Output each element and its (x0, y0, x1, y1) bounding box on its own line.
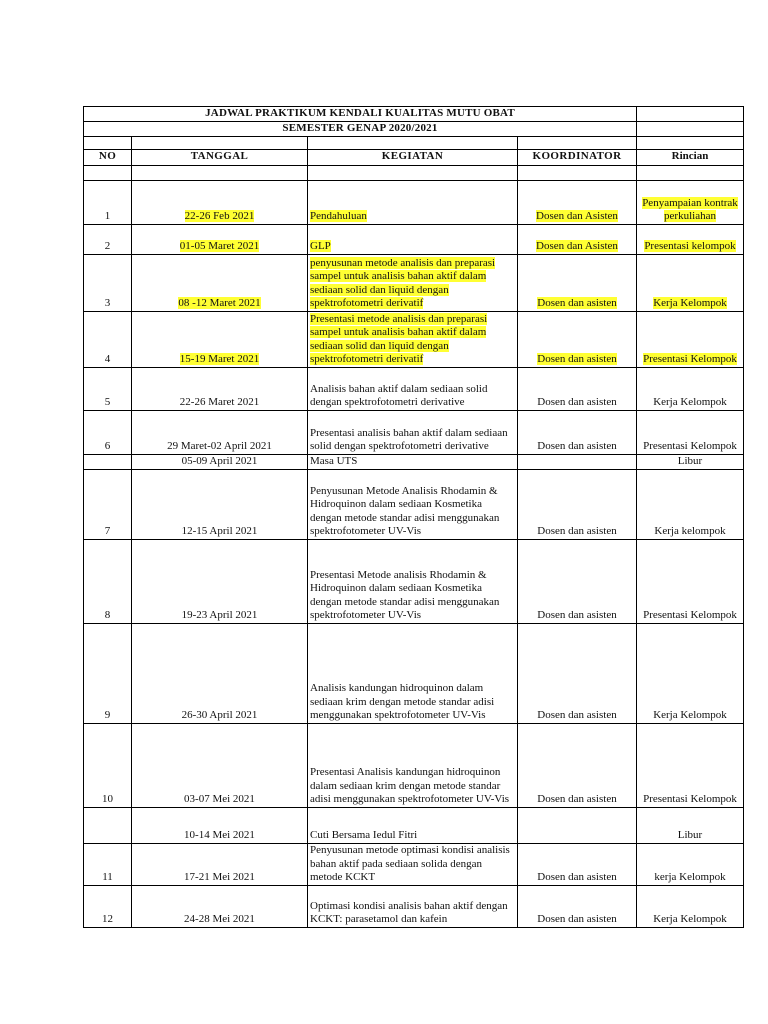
cell-koordinator (518, 311, 637, 367)
table-row (84, 807, 744, 843)
cell-tanggal-highlight: 22-26 Feb 2021 (184, 210, 255, 222)
cell-koordinator: Dosen dan asisten (518, 410, 637, 454)
cell-tanggal-highlight: 08 -12 Maret 2021 (178, 297, 261, 309)
cell-no: 6 (84, 410, 132, 454)
cell-tanggal (132, 254, 308, 311)
cell-tanggal (132, 224, 308, 254)
cell-koordinator: Dosen dan asisten (518, 469, 637, 539)
cell-tanggal: 12-15 April 2021 (132, 469, 308, 539)
cell-no: 2 (84, 224, 132, 254)
cell-rincian (637, 254, 744, 311)
cell-tanggal: 10-14 Mei 2021 (132, 807, 308, 843)
cell-kegiatan-highlight: GLP (310, 240, 331, 252)
cell-kegiatan: Analisis kandungan hidroquinon dalam sediaan krim dengan metode standar adisi menggunakan spektrofotometer UV-Vis (308, 623, 518, 723)
cell-rincian-highlight: Kerja Kelompok (653, 297, 727, 309)
cell-kegiatan-highlight: penyusunan metode analisis dan preparasi sampel untuk analisis bahan aktif dalam sediaan solid dan liquid dengan spektrofotometri derivatif (310, 256, 496, 309)
cell-no: 4 (84, 311, 132, 367)
header-kegiatan: KEGIATAN (308, 149, 518, 165)
cell-no: 11 (84, 843, 132, 885)
cell-no: 9 (84, 623, 132, 723)
cell-kegiatan: Penyusunan Metode Analisis Rhodamin & Hidroquinon dalam sediaan Kosmetika dengan metode standar adisi menggunakan spektrofotometer UV-Vis (308, 469, 518, 539)
empty-cell (84, 136, 132, 149)
cell-koordinator-highlight: Dosen dan asisten (537, 353, 617, 365)
table-row (84, 843, 744, 885)
cell-rincian (637, 311, 744, 367)
table-title: JADWAL PRAKTIKUM KENDALI KUALITAS MUTU OBAT (84, 107, 637, 122)
empty-cell (308, 165, 518, 180)
cell-kegiatan-highlight: Pendahuluan (310, 210, 367, 222)
cell-no: 5 (84, 367, 132, 410)
cell-no (84, 807, 132, 843)
cell-rincian: Kerja kelompok (637, 469, 744, 539)
empty-cell (308, 136, 518, 149)
cell-koordinator-highlight: Dosen dan Asisten (536, 240, 618, 252)
empty-cell (518, 165, 637, 180)
cell-tanggal: 26-30 April 2021 (132, 623, 308, 723)
cell-kegiatan: Penyusunan metode optimasi kondisi analisis bahan aktif pada sediaan solida dengan metode KCKT (308, 843, 518, 885)
table-row (84, 410, 744, 454)
table-row (84, 723, 744, 807)
header-no: NO (84, 149, 132, 165)
cell-no: 3 (84, 254, 132, 311)
table-subtitle: SEMESTER GENAP 2020/2021 (84, 122, 637, 137)
cell-kegiatan-highlight: Presentasi metode analisis dan preparasi sampel untuk analisis bahan aktif dalam sediaan solid dan liquid dengan spektrofotometri derivatif (310, 312, 488, 365)
cell-rincian: Libur (637, 807, 744, 843)
cell-kegiatan: Masa UTS (308, 454, 518, 469)
cell-kegiatan: Analisis bahan aktif dalam sediaan solid dengan spektrofotometri derivative (308, 367, 518, 410)
cell-kegiatan: Presentasi Metode analisis Rhodamin & Hidroquinon dalam sediaan Kosmetika dengan metode standar adisi menggunakan spektrofotometer UV-Vis (308, 539, 518, 623)
cell-rincian: Kerja Kelompok (637, 885, 744, 927)
cell-rincian (637, 180, 744, 224)
cell-koordinator: Dosen dan asisten (518, 723, 637, 807)
cell-rincian-highlight: Presentasi kelompok (644, 240, 736, 252)
cell-kegiatan (308, 254, 518, 311)
cell-koordinator-highlight: Dosen dan asisten (537, 297, 617, 309)
cell-rincian: Libur (637, 454, 744, 469)
empty-cell (637, 122, 744, 137)
cell-tanggal: 24-28 Mei 2021 (132, 885, 308, 927)
empty-cell (637, 165, 744, 180)
cell-kegiatan: Presentasi Analisis kandungan hidroquinon dalam sediaan krim dengan metode standar adisi menggunakan spektrofotometer UV-Vis (308, 723, 518, 807)
schedule-table (83, 106, 744, 928)
table-row (84, 254, 744, 311)
cell-tanggal: 19-23 April 2021 (132, 539, 308, 623)
cell-koordinator (518, 807, 637, 843)
header-rincian: Rincian (637, 149, 744, 165)
cell-kegiatan: Optimasi kondisi analisis bahan aktif dengan KCKT: parasetamol dan kafein (308, 885, 518, 927)
cell-tanggal: 17-21 Mei 2021 (132, 843, 308, 885)
cell-kegiatan (308, 180, 518, 224)
cell-kegiatan (308, 224, 518, 254)
cell-koordinator: Dosen dan asisten (518, 843, 637, 885)
empty-cell (637, 136, 744, 149)
cell-rincian: Kerja Kelompok (637, 367, 744, 410)
cell-rincian-highlight: Presentasi Kelompok (643, 353, 737, 365)
cell-tanggal (132, 311, 308, 367)
empty-cell (637, 107, 744, 122)
header-tanggal: TANGGAL (132, 149, 308, 165)
cell-tanggal (132, 180, 308, 224)
table-row (84, 311, 744, 367)
table-row (84, 885, 744, 927)
cell-rincian: kerja Kelompok (637, 843, 744, 885)
cell-koordinator-highlight: Dosen dan Asisten (536, 210, 618, 222)
cell-koordinator (518, 224, 637, 254)
cell-koordinator (518, 454, 637, 469)
cell-koordinator (518, 180, 637, 224)
cell-no: 12 (84, 885, 132, 927)
table-row (84, 623, 744, 723)
cell-rincian (637, 224, 744, 254)
cell-rincian: Kerja Kelompok (637, 623, 744, 723)
cell-no: 1 (84, 180, 132, 224)
table-row (84, 469, 744, 539)
empty-cell (132, 165, 308, 180)
cell-no (84, 454, 132, 469)
cell-tanggal: 29 Maret-02 April 2021 (132, 410, 308, 454)
cell-koordinator (518, 254, 637, 311)
cell-koordinator: Dosen dan asisten (518, 885, 637, 927)
empty-cell (84, 165, 132, 180)
cell-rincian-highlight: Penyampaian kontrak perkuliahan (642, 196, 738, 222)
cell-no: 7 (84, 469, 132, 539)
empty-cell (132, 136, 308, 149)
empty-cell (518, 136, 637, 149)
cell-tanggal-highlight: 01-05 Maret 2021 (179, 240, 260, 252)
cell-tanggal-highlight: 15-19 Maret 2021 (179, 353, 260, 365)
cell-rincian: Presentasi Kelompok (637, 410, 744, 454)
table-row (84, 224, 744, 254)
table-row (84, 180, 744, 224)
cell-tanggal: 03-07 Mei 2021 (132, 723, 308, 807)
cell-rincian: Presentasi Kelompok (637, 723, 744, 807)
cell-no: 8 (84, 539, 132, 623)
cell-koordinator: Dosen dan asisten (518, 623, 637, 723)
cell-tanggal: 05-09 April 2021 (132, 454, 308, 469)
cell-tanggal: 22-26 Maret 2021 (132, 367, 308, 410)
table-row (84, 454, 744, 469)
cell-koordinator: Dosen dan asisten (518, 367, 637, 410)
table-row (84, 539, 744, 623)
table-row (84, 367, 744, 410)
cell-koordinator: Dosen dan asisten (518, 539, 637, 623)
cell-no: 10 (84, 723, 132, 807)
cell-kegiatan: Cuti Bersama Iedul Fitri (308, 807, 518, 843)
cell-kegiatan: Presentasi analisis bahan aktif dalam sediaan solid dengan spektrofotometri derivative (308, 410, 518, 454)
header-koordinator: KOORDINATOR (518, 149, 637, 165)
cell-kegiatan (308, 311, 518, 367)
cell-rincian: Presentasi Kelompok (637, 539, 744, 623)
